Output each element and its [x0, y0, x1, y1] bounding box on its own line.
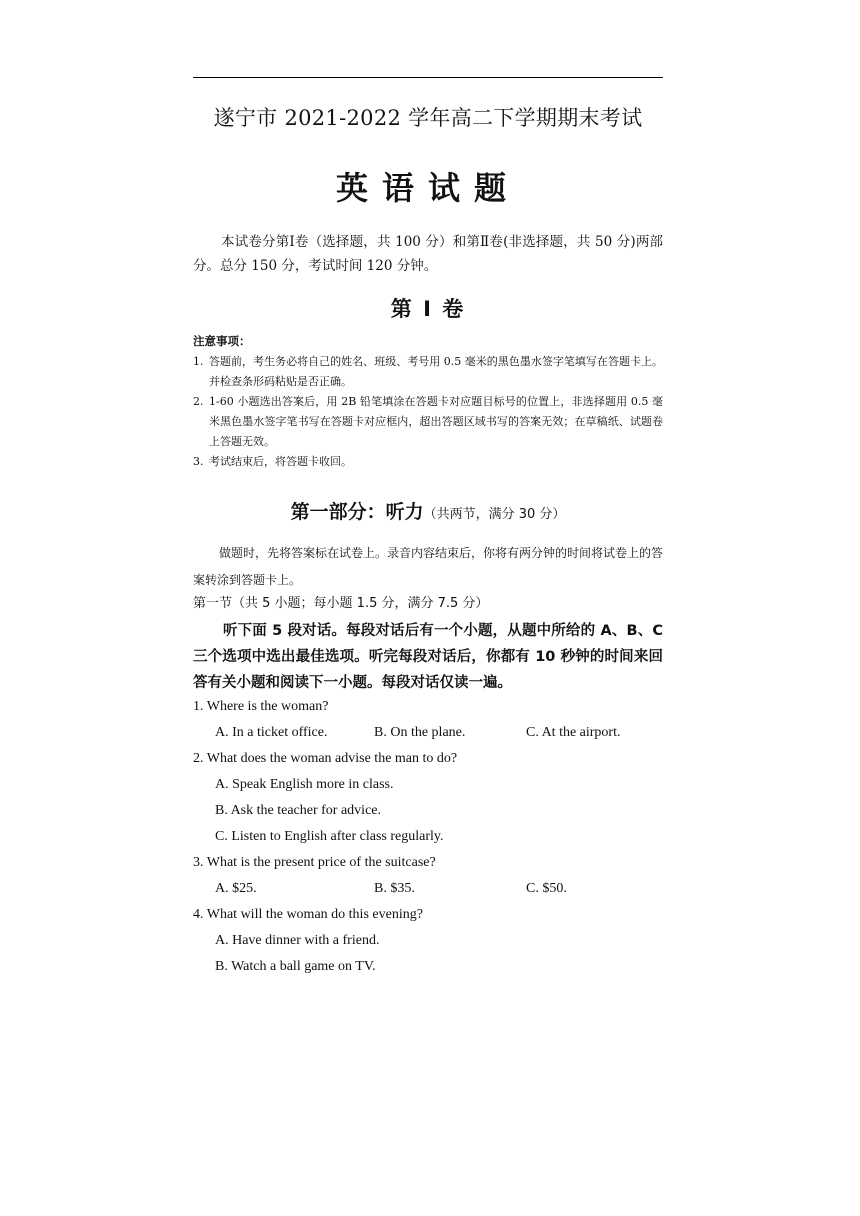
part1-title-note: （共两节，满分 30 分） [423, 507, 566, 522]
note-number: 1. [193, 355, 204, 368]
option-b: B. On the plane. [374, 725, 466, 740]
note-number: 3. [193, 455, 204, 468]
intro-paragraph: 本试卷分第Ⅰ卷（选择题，共 100 分）和第Ⅱ卷(非选择题，共 50 分)两部分。总分 150 分，考试时间 120 分钟。 [193, 234, 663, 274]
part1-heading [193, 497, 663, 524]
option-b: B. Watch a ball game on TV. [215, 959, 376, 974]
notes-heading: 注意事项： [193, 334, 251, 348]
option-b: B. Ask the teacher for advice. [215, 803, 381, 818]
section1-instruction-text: 听下面 5 段对话。每段对话后有一个小题，从题中所给的 A、B、C 三个选项中选出最佳选项。听完每段对话后，你都有 10 秒钟的时间来回答有关小题和阅读下一小题。每段对话仅读一遍。 [193, 623, 663, 691]
note-text: 答题前，考生务必将自己的姓名、班级、考号用 0.5 毫米的黑色墨水签字笔填写在答题卡上。并检查条形码粘贴是否正确。 [209, 355, 663, 388]
note-item [193, 392, 663, 452]
question-stem: 4. What will the woman do this evening? [193, 907, 423, 922]
option-row [193, 876, 663, 902]
option-row [193, 954, 663, 980]
option-row [193, 798, 663, 824]
subject-title: 英语试题 [335, 169, 520, 207]
question-stem: 1. Where is the woman? [193, 699, 329, 714]
section1-instruction [193, 618, 663, 696]
option-row [193, 772, 663, 798]
option-a: A. Speak English more in class. [215, 777, 394, 792]
question-stem: 2. What does the woman advise the man to do? [193, 751, 458, 766]
question-stem: 3. What is the present price of the suitcase? [193, 855, 436, 870]
option-a: A. In a ticket office. [215, 725, 328, 740]
note-text: 1-60 小题选出答案后，用 2B 铅笔填涂在答题卡对应题目标号的位置上，非选择题用 0.5 毫米黑色墨水签字笔书写在答题卡对应框内，超出答题区域书写的答案无效；在草稿纸、试题卷上答题无效。 [209, 395, 663, 448]
volume-heading: 第 Ⅰ 卷 [390, 297, 466, 321]
part1-directions: 做题时，先将答案标在试卷上。录音内容结束后，你将有两分钟的时间将试卷上的答案转涂到答题卡上。 [193, 546, 664, 587]
note-text: 考试结束后，将答题卡收回。 [209, 455, 352, 468]
notes-list [193, 352, 663, 472]
exam-title: 遂宁市 2021-2022 学年高二下学期期末考试 [213, 106, 643, 130]
option-a: A. $25. [215, 881, 257, 896]
option-c: C. Listen to English after class regularly. [215, 829, 444, 844]
option-c: C. At the airport. [526, 725, 621, 740]
header-rule [193, 77, 663, 78]
note-item [193, 452, 663, 472]
section1-heading: 第一节（共 5 小题；每小题 1.5 分，满分 7.5 分） [193, 596, 489, 611]
note-item [193, 352, 663, 392]
option-a: A. Have dinner with a friend. [215, 933, 380, 948]
option-row [193, 720, 663, 746]
option-row [193, 928, 663, 954]
note-number: 2. [193, 395, 204, 408]
option-c: C. $50. [526, 881, 567, 896]
question-list [193, 694, 663, 980]
option-row [193, 824, 663, 850]
exam-page [193, 0, 663, 1216]
part1-title: 第一部分：听力 [290, 501, 424, 523]
option-b: B. $35. [374, 881, 415, 896]
